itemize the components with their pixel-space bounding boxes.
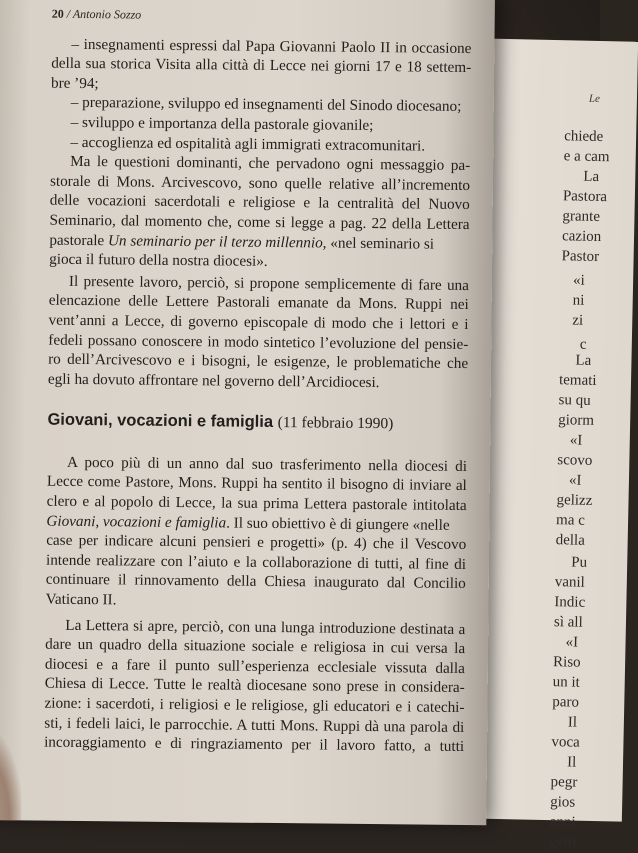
- paragraph-line: gioca il futuro della nostra diocesi».: [49, 250, 268, 271]
- page-content: [44, 5, 472, 757]
- paragraph-line: case per indicare alcuni pensieri e progetti» (p. 4) che il Vescovo: [46, 531, 467, 554]
- facing-page-line: gelizz: [556, 492, 593, 509]
- paragraph-line: egli ha dovuto affrontare nel governo dell’Arcidiocesi.: [47, 370, 380, 391]
- facing-page-line: vanil: [554, 574, 585, 591]
- paragraph-line: continuare il rinnovamento della Chiesa inaugurato dal Concilio: [45, 571, 466, 593]
- paragraph-line: Ma le questioni dominanti, che pervadono ogni messaggio pa-: [70, 153, 471, 175]
- list-item-line: – preparazione, sviluppo ed insegnamenti del Sinodo diocesano;: [70, 94, 462, 116]
- facing-page-line: Pastor: [561, 248, 600, 265]
- paragraph: [44, 615, 465, 757]
- paragraph-line: fedeli possano conoscere in modo sintetico l’evoluzione del pensie-: [48, 331, 469, 353]
- list-item-line: – accoglienza ed ospitalità agli immigrati extracomunitari.: [70, 133, 426, 155]
- facing-page-line: zi: [572, 312, 584, 329]
- facing-page-line: «I: [565, 634, 579, 651]
- book-title: Un seminario per il terzo millennio: [107, 231, 323, 252]
- facing-page-header: Le: [588, 92, 601, 105]
- facing-page-line: gios: [550, 794, 576, 811]
- paragraph-line: Lecce come Pastore, Mons. Ruppi ha sentito il bisogno di inviare al: [46, 473, 467, 495]
- facing-page-line: pegr: [550, 774, 578, 791]
- paragraph-line: dare un quadro della situazione sociale e religiosa in cui versa la: [45, 635, 466, 658]
- author-name: Antonio Sozzo: [72, 6, 142, 22]
- facing-page-line: temati: [558, 372, 597, 389]
- paragraph-line: La Lettera si apre, perciò, con una lunga introduzione destinata a: [65, 616, 466, 638]
- facing-page-line: un it: [552, 674, 580, 691]
- facing-page-line: grante: [562, 208, 601, 225]
- facing-page-line: getti: [549, 834, 577, 851]
- facing-page-line: sì all: [553, 614, 583, 631]
- running-head: 20 / Antonio Sozzo: [51, 6, 142, 22]
- paragraph-line: Chiesa di Lecce. Tutte le realtà diocesane sono prese in considera-: [44, 675, 465, 697]
- list-item-line: – insegnamenti espressi dal Papa Giovanni Paolo II in occasione: [71, 35, 472, 57]
- book-title: Giovani, vocazioni e famiglia: [46, 512, 227, 532]
- paragraph-line: A poco più di un anno dal suo trasferimento nella diocesi di: [66, 453, 468, 475]
- paragraph-line: delle vocazioni sacerdotali e religiose e la centralità del Nuovo: [49, 191, 470, 214]
- facing-page-line: paro: [552, 694, 580, 711]
- list-item-line: bre ’94;: [50, 74, 99, 92]
- list-item-line: – sviluppo e importanza della pastorale giovanile;: [70, 113, 374, 134]
- facing-page-line: Il: [567, 714, 578, 731]
- list-item-line: della sua storica Visita alla città di Lecce nei giorni 17 e 18 settem-: [51, 54, 472, 77]
- facing-page-line: c: [579, 336, 587, 353]
- facing-page-line: Pu: [571, 554, 588, 571]
- paragraph: [48, 271, 469, 393]
- facing-page-line: anni: [549, 814, 576, 831]
- thumb: [0, 730, 22, 820]
- page-number: 20: [51, 6, 64, 21]
- paragraph: [46, 452, 468, 613]
- facing-page-line: «I: [569, 432, 583, 449]
- paragraph-line: clero e al popolo di Lecce, la sua prima Lettera pastorale intitolata: [46, 492, 467, 515]
- facing-page-line: La: [575, 352, 592, 369]
- facing-page-line: della: [555, 532, 586, 549]
- paragraph: [49, 152, 470, 274]
- paragraph-line: zione: i sacerdoti, i religiosi e le religiose, gli educatori e i catechi-: [44, 694, 465, 717]
- paragraph-line: incoraggiamento e di ringraziamento per il lavoro fatto, a tutti: [44, 733, 465, 756]
- paragraph-line: Giovani, vocazioni e famiglia. Il suo obiettivo è di giungere «nelle: [46, 512, 450, 534]
- paragraph-line: Il presente lavoro, perciò, si propone semplicemente di fare una: [68, 272, 470, 294]
- paragraph-line: storale di Mons. Arcivescovo, sono quelle relative all’incremento: [49, 172, 471, 194]
- facing-page-line: su qu: [558, 392, 591, 409]
- paragraph-line: ro dell’Arcivescovo e i bisogni, le esigenze, le problematiche che: [48, 350, 469, 373]
- facing-page-line: ni: [572, 292, 585, 309]
- paragraph-line: elencazione delle Lettere Pastorali emanate da Mons. Ruppi nei: [48, 291, 469, 314]
- facing-page-line: Il: [566, 754, 577, 771]
- facing-page-line: Riso: [552, 654, 581, 671]
- section-title: Giovani, vocazioni e famiglia: [47, 410, 274, 432]
- facing-page-line: «i: [572, 272, 585, 289]
- facing-page-line: e a cam: [563, 148, 610, 166]
- facing-page-line: scovo: [557, 452, 593, 469]
- facing-page-line: «I: [568, 472, 582, 489]
- paragraph-line: diocesi e a fare il punto sull’esperienza ecclesiale vissuta dalla: [44, 655, 466, 677]
- paragraph-line: intende realizzare con l’aiuto e la collaborazione di tutti, al fine di: [45, 551, 467, 573]
- facing-page-line: chiede: [563, 128, 604, 146]
- facing-page-line: ma c: [555, 512, 586, 529]
- facing-page-line: giorm: [558, 412, 595, 429]
- paragraph-line: Seminario, dal momento che, come si legge a pag. 22 della Lettera: [49, 211, 470, 233]
- facing-page-line: cazion: [561, 228, 602, 246]
- paragraph-line: Vaticano II.: [45, 590, 117, 609]
- facing-page-line: voca: [551, 734, 580, 751]
- facing-page-line: Pastora: [562, 188, 608, 206]
- paragraph-line: sti, i fedeli laici, le parrocchie. A tutti Mons. Ruppi dà una parola di: [44, 714, 465, 736]
- paragraph-line: pastorale Un seminario per il terzo millennio, «nel seminario si: [49, 231, 435, 253]
- facing-page-line: La: [583, 168, 600, 185]
- bullet-list: [50, 34, 471, 156]
- section-date: (11 febbraio 1990): [277, 414, 394, 433]
- paragraph-line: vent’anni a Lecce, di governo episcopale di modo che i lettori e i: [48, 311, 469, 333]
- facing-page-line: Indic: [554, 594, 586, 611]
